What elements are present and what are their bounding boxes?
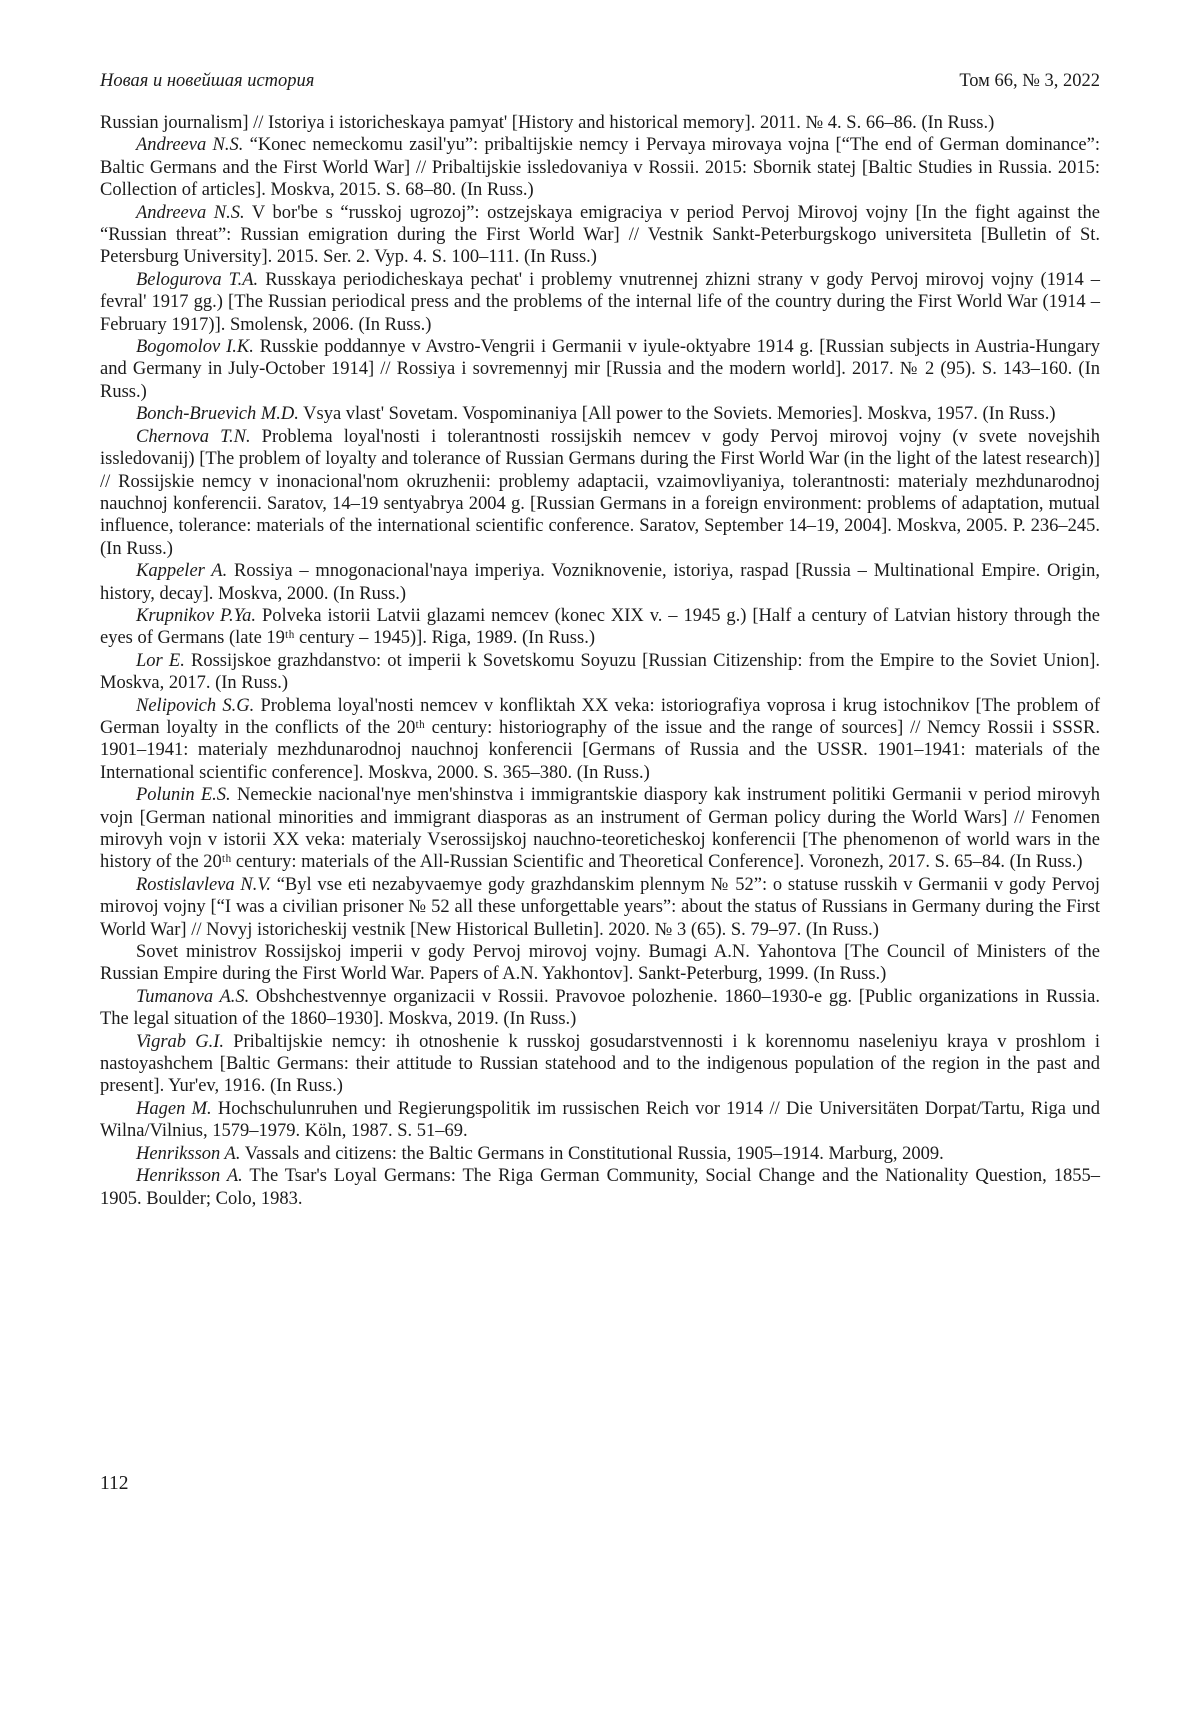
reference-text: Nemeckie nacional'nye men'shinstva i immigrantskie diaspory kak instrument politiki Germanii v period mirovyh vojn [German national minorities and immigrant diasporas as an instrument of German policy during the World Wars] // Fenomen mirovyh vojn v istorii XX veka: materialy Vserossijskoj nauchno-teoreticheskoj konferencii [The phenomenon of world wars in the history of the 20ᵗʰ century: materials of the All-Russian Scientific and Theoretical Conference]. Voronezh, 2017. S. 65–84. (In Russ.)	[100, 785, 1100, 873]
reference-text: “Byl vse eti nezabyvaemye gody grazhdanskim plennym № 52”: o statuse russkih v Germanii v gody Pervoj mirovoj vojny [“I was a civilian prisoner № 52 all these unforgettable years”: about the status of Russians in Germany during the First World War] // Novyj istoricheskij vestnik [New Historical Bulletin]. 2020. № 3 (65). S. 79–97. (In Russ.)	[100, 874, 1101, 940]
reference-entry	[100, 941, 1100, 986]
reference-author: Bogomolov I.K.	[136, 337, 254, 358]
reference-text: Vassals and citizens: the Baltic Germans in Constitutional Russia, 1905–1914. Marburg, 2009.	[240, 1143, 944, 1164]
reference-text: The Tsar's Loyal Germans: The Riga German Community, Social Change and the Nationality Question, 1855–1905. Boulder; Colo, 1983.	[100, 1166, 1100, 1209]
reference-author: Hagen M.	[136, 1098, 212, 1119]
reference-entry	[100, 269, 1100, 336]
reference-entry	[100, 1098, 1100, 1143]
reference-entry	[100, 695, 1100, 785]
reference-author: Belogurova T.A.	[136, 269, 259, 290]
reference-text: Problema loyal'nosti nemcev v konfliktah XX veka: istoriografiya voprosa i krug istochnikov [The problem of German loyalty in the conflicts of the 20ᵗʰ century: historiography of the issue and the range of sources] // Nemcy Rossii i SSSR. 1901–1941: materialy mezhdunarodnoj nauchnoj konferencii [Germans of Russia and the USSR. 1901–1941: materials of the International scientific conference]. Moskva, 2000. S. 365–380. (In Russ.)	[100, 695, 1100, 783]
reference-entry	[100, 650, 1100, 695]
reference-entry	[100, 986, 1100, 1031]
reference-text: Russkaya periodicheskaya pechat' i problemy vnutrennej zhizni strany v gody Pervoj mirovoj vojny (1914 – fevral' 1917 gg.) [The Russian periodical press and the problems of the internal life of the country during the First World War (1914 – February 1917)]. Smolensk, 2006. (In Russ.)	[100, 269, 1100, 335]
reference-author: Nelipovich S.G.	[136, 695, 255, 716]
reference-text: Russian journalism] // Istoriya i istoricheskaya pamyat' [History and historical memory]. 2011. № 4. S. 66–86. (In Russ.)	[100, 113, 995, 133]
issue-info: Том 66, № 3, 2022	[959, 71, 1100, 91]
reference-entry	[100, 403, 1100, 425]
reference-entry	[100, 1031, 1100, 1098]
reference-text: Vsya vlast' Sovetam. Vospominaniya [All power to the Soviets. Memories]. Moskva, 1957. (In Russ.)	[298, 404, 1056, 425]
reference-author: Kappeler A.	[136, 561, 228, 582]
running-head	[100, 70, 1100, 92]
reference-entry	[100, 1143, 1100, 1165]
reference-entry	[100, 202, 1100, 269]
reference-entry	[100, 426, 1100, 560]
page-number: 112	[100, 1473, 129, 1494]
reference-author: Polunin E.S.	[136, 785, 231, 806]
reference-text: Sovet ministrov Rossijskoj imperii v gody Pervoj mirovoj vojny. Bumagi A.N. Yahontova [The Council of Ministers of the Russian Empire during the First World War. Papers of A.N. Yakhontov]. Sankt-Peterburg, 1999. (In Russ.)	[100, 942, 1100, 985]
reference-text: Polveka istorii Latvii glazami nemcev (konec XIX v. – 1945 g.) [Half a century of Latvian history through the eyes of Germans (late 19ᵗʰ century – 1945)]. Riga, 1989. (In Russ.)	[100, 605, 1101, 649]
reference-entry	[100, 784, 1100, 874]
reference-entry	[100, 134, 1100, 201]
reference-text: Rossiya – mnogonacional'naya imperiya. Vozniknovenie, istoriya, raspad [Russia – Multinational Empire. Origin, history, decay]. Moskva, 2000. (In Russ.)	[100, 561, 1100, 604]
reference-author: Vigrab G.I.	[136, 1031, 224, 1052]
reference-author: Rostislavleva N.V.	[136, 874, 271, 895]
reference-text: “Konec nemeckomu zasil'yu”: pribaltijskie nemcy i Pervaya mirovaya vojna [“The end of German dominance”: Baltic Germans and the First World War] // Pribaltijskie issledovaniya v Rossii. 2015: Sbornik statej [Baltic Studies in Russia. 2015: Collection of articles]. Moskva, 2015. S. 68–80. (In Russ.)	[100, 135, 1100, 201]
reference-author: Chernova T.N.	[136, 426, 251, 447]
reference-text: V bor'be s “russkoj ugrozoj”: ostzejskaya emigraciya v period Pervoj Mirovoj vojny [In the fight against the “Russian threat”: Russian emigration during the First World War] // Vestnik Sankt-Peterburgskogo universiteta [Bulletin of St. Petersburg University]. 2015. Ser. 2. Vyp. 4. S. 100–111. (In Russ.)	[100, 202, 1100, 268]
reference-author: Henriksson A.	[136, 1166, 243, 1187]
reference-entry	[100, 1165, 1100, 1210]
reference-entry	[100, 336, 1100, 403]
reference-text: Russkie poddannye v Avstro-Vengrii i Germanii v iyule-oktyabre 1914 g. [Russian subjects in Austria-Hungary and Germany in July-October 1914] // Rossiya i sovremennyj mir [Russia and the modern world]. 2017. № 2 (95). S. 143–160. (In Russ.)	[100, 337, 1100, 402]
reference-author: Henriksson A.	[136, 1143, 241, 1164]
reference-text: Obshchestvennye organizacii v Rossii. Pravovoe polozhenie. 1860–1930-e gg. [Public organizations in Russia. The legal situation of the 1860–1930]. Moskva, 2019. (In Russ.)	[100, 986, 1100, 1030]
reference-entry	[100, 112, 1100, 134]
reference-author: Krupnikov P.Ya.	[136, 605, 257, 626]
reference-text: Hochschulunruhen und Regierungspolitik im russischen Reich vor 1914 // Die Universitäten Dorpat/Tartu, Riga und Wilna/Vilnius, 1579–1979. Köln, 1987. S. 51–69.	[100, 1098, 1101, 1142]
reference-text: Rossijskoe grazhdanstvo: ot imperii k Sovetskomu Soyuzu [Russian Citizenship: from the Empire to the Soviet Union]. Moskva, 2017. (In Russ.)	[100, 650, 1101, 694]
reference-entry	[100, 605, 1100, 650]
reference-author: Andreeva N.S.	[136, 202, 245, 223]
reference-author: Tumanova A.S.	[136, 986, 250, 1007]
reference-author: Bonch-Bruevich M.D.	[136, 404, 299, 425]
reference-entry	[100, 560, 1100, 605]
reference-list	[100, 112, 1100, 1210]
reference-author: Lor E.	[136, 650, 185, 671]
reference-author: Andreeva N.S.	[136, 135, 244, 156]
reference-entry	[100, 874, 1100, 941]
reference-text: Problema loyal'nosti i tolerantnosti rossijskih nemcev v gody Pervoj mirovoj vojny (v svete novejshih issledovanij) [The problem of loyalty and tolerance of Russian Germans during the First World War (in the light of the latest research)] // Rossijskie nemcy v inonacional'nom okruzhenii: problemy adaptacii, vzaimovliyaniya, tolerantnosti: materialy mezhdunarodnoj nauchnoj konferencii. Saratov, 14–19 sentyabrya 2004 g. [Russian Germans in a foreign environment: problems of adaptation, mutual influence, tolerance: materials of the international scientific conference. Saratov, September 14–19, 2004]. Moskva, 2005. P. 236–245. (In Russ.)	[100, 426, 1100, 559]
reference-text: Pribaltijskie nemcy: ih otnoshenie k russkoj gosudarstvennosti i k korennomu naseleniyu kraya v proshlom i nastoyashchem [Baltic Germans: their attitude to Russian statehood and to the indigenous population of the region in the past and present]. Yur'ev, 1916. (In Russ.)	[100, 1031, 1100, 1097]
journal-title: Новая и новейшая история	[100, 71, 315, 91]
